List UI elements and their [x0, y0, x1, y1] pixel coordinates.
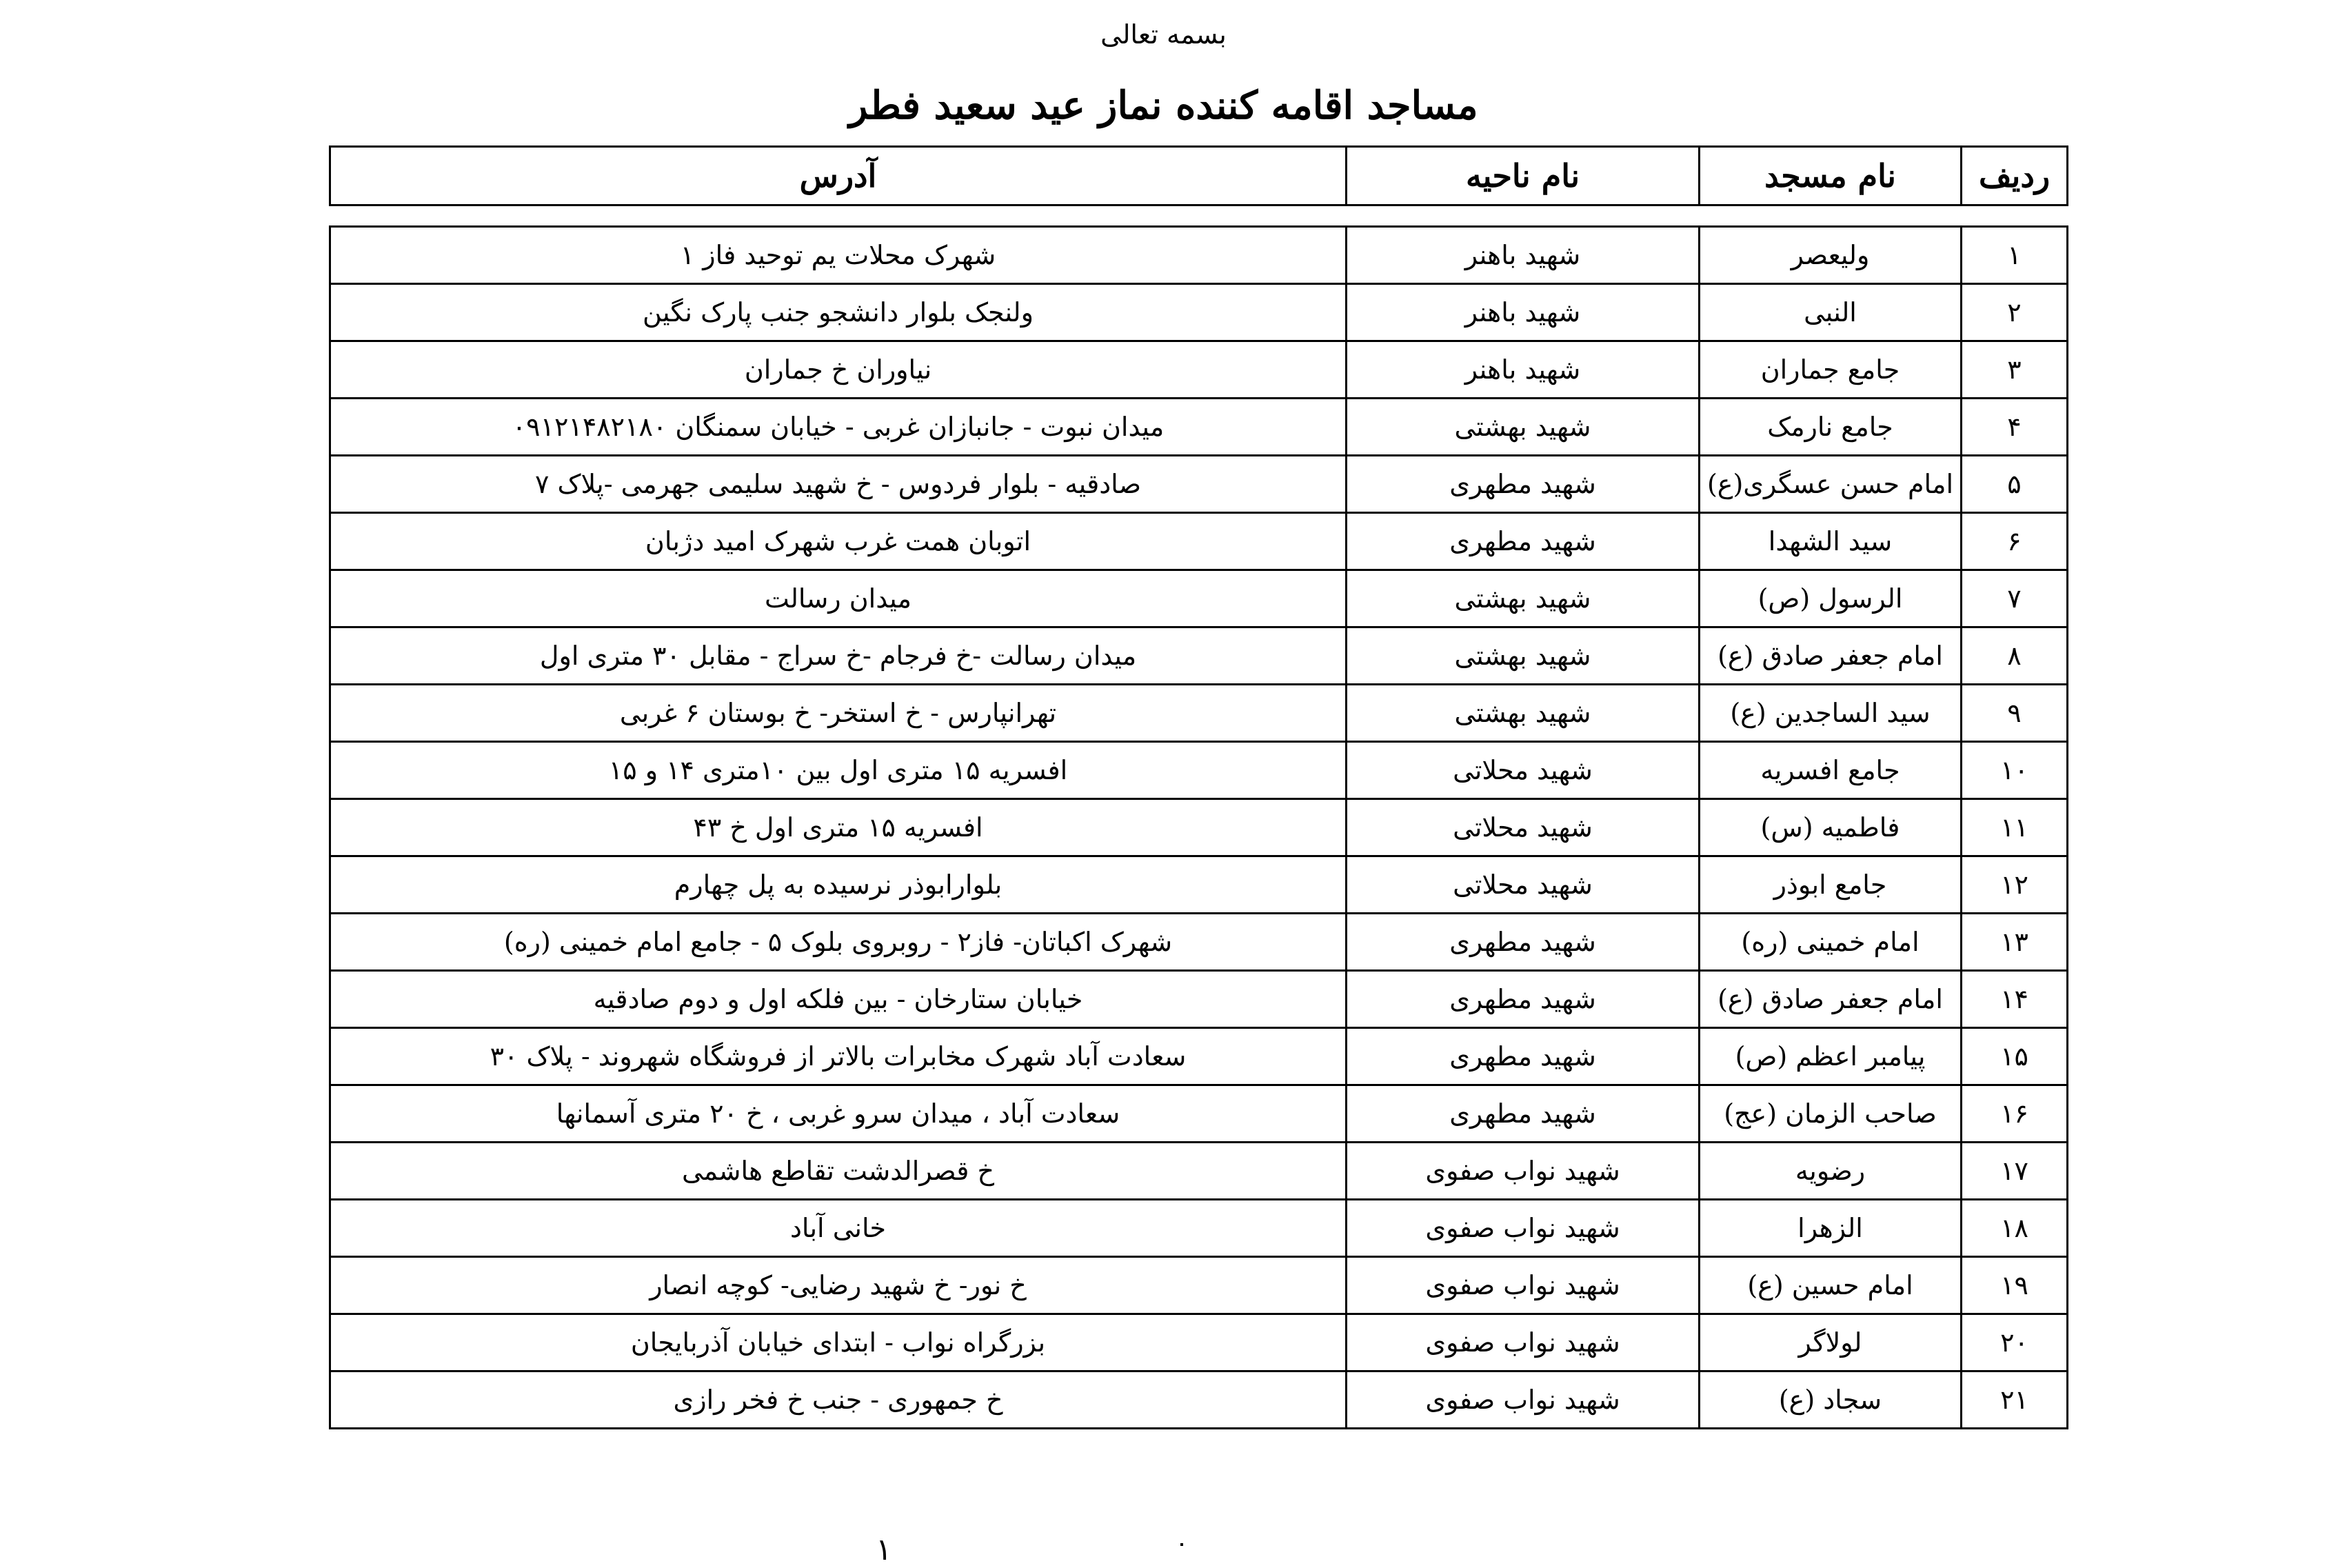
table-row [330, 685, 2068, 742]
cell-zone-name: شهید نواب صفوی [1347, 1200, 1700, 1257]
cell-address: میدان رسالت -خ فرجام -خ سراج - مقابل ۳۰ متری اول [330, 627, 1347, 685]
table-row [330, 799, 2068, 856]
cell-mosque-name: رضویه [1700, 1143, 1962, 1200]
table-row [330, 399, 2068, 456]
cell-row-number: ۱۴ [1962, 971, 2068, 1028]
cell-zone-name: شهید مطهری [1347, 914, 1700, 971]
table-row [330, 627, 2068, 685]
table-header [329, 145, 2068, 206]
page-number: ۱ [876, 1532, 892, 1567]
cell-mosque-name: جامع ابوذر [1700, 856, 1962, 914]
cell-address: اتوبان همت غرب شهرک امید دژبان [330, 513, 1347, 570]
cell-address: تهرانپارس - خ استخر- خ بوستان ۶ غربی [330, 685, 1347, 742]
cell-zone-name: شهید بهشتی [1347, 399, 1700, 456]
cell-row-number: ۴ [1962, 399, 2068, 456]
cell-mosque-name: النبی [1700, 284, 1962, 341]
cell-zone-name: شهید بهشتی [1347, 627, 1700, 685]
table-row [330, 341, 2068, 399]
table-row [330, 742, 2068, 799]
header-row [330, 147, 2068, 205]
cell-row-number: ۵ [1962, 456, 2068, 513]
cell-address: نیاوران خ جماران [330, 341, 1347, 399]
cell-mosque-name: لولاگر [1700, 1314, 1962, 1371]
table-row [330, 456, 2068, 513]
cell-address: خ نور- خ شهید رضایی- کوچه انصار [330, 1257, 1347, 1314]
cell-mosque-name: جامع جماران [1700, 341, 1962, 399]
cell-mosque-name: جامع نارمک [1700, 399, 1962, 456]
basmala-heading: بسمه تعالی [1100, 19, 1227, 50]
cell-address: صادقیه - بلوار فردوس - خ شهید سلیمی جهرمی -پلاک ۷ [330, 456, 1347, 513]
cell-zone-name: شهید مطهری [1347, 456, 1700, 513]
cell-row-number: ۸ [1962, 627, 2068, 685]
cell-address: میدان رسالت [330, 570, 1347, 627]
cell-row-number: ۱۰ [1962, 742, 2068, 799]
table-row [330, 914, 2068, 971]
cell-zone-name: شهید بهشتی [1347, 570, 1700, 627]
table-row [330, 1314, 2068, 1371]
cell-zone-name: شهید مطهری [1347, 513, 1700, 570]
table-row [330, 1200, 2068, 1257]
cell-address: خانی آباد [330, 1200, 1347, 1257]
table-row [330, 513, 2068, 570]
cell-mosque-name: پیامبر اعظم (ص) [1700, 1028, 1962, 1085]
table-row [330, 971, 2068, 1028]
cell-mosque-name: جامع افسریه [1700, 742, 1962, 799]
footer-dot [1180, 1543, 1183, 1546]
cell-address: خ قصرالدشت تقاطع هاشمی [330, 1143, 1347, 1200]
cell-zone-name: شهید مطهری [1347, 1028, 1700, 1085]
cell-mosque-name: صاحب الزمان (عج) [1700, 1085, 1962, 1143]
cell-mosque-name: امام جعفر صادق (ع) [1700, 971, 1962, 1028]
cell-row-number: ۱۶ [1962, 1085, 2068, 1143]
cell-zone-name: شهید باهنر [1347, 341, 1700, 399]
table-row [330, 1143, 2068, 1200]
cell-row-number: ۲۰ [1962, 1314, 2068, 1371]
table-row [330, 1257, 2068, 1314]
cell-address: شهرک اکباتان- فاز۲ - روبروی بلوک ۵ - جامع امام خمینی (ره) [330, 914, 1347, 971]
cell-address: ولنجک بلوار دانشجو جنب پارک نگین [330, 284, 1347, 341]
page-title: مساجد اقامه کننده نماز عید سعید فطر [849, 83, 1478, 128]
cell-address: بزرگراه نواب - ابتدای خیابان آذربایجان [330, 1314, 1347, 1371]
cell-mosque-name: امام خمینی (ره) [1700, 914, 1962, 971]
cell-row-number: ۱ [1962, 227, 2068, 284]
column-header-mosque-name: نام مسجد [1700, 147, 1962, 205]
cell-mosque-name: سجاد (ع) [1700, 1371, 1962, 1429]
table-row [330, 1028, 2068, 1085]
table-row [330, 284, 2068, 341]
cell-address: خ جمهوری - جنب خ فخر رازی [330, 1371, 1347, 1429]
cell-mosque-name: سید الشهدا [1700, 513, 1962, 570]
cell-mosque-name: امام حسین (ع) [1700, 1257, 1962, 1314]
cell-address: سعادت آباد ، میدان سرو غربی ، خ ۲۰ متری آسمانها [330, 1085, 1347, 1143]
table-row [330, 570, 2068, 627]
cell-zone-name: شهید محلاتی [1347, 799, 1700, 856]
cell-zone-name: شهید مطهری [1347, 971, 1700, 1028]
cell-row-number: ۷ [1962, 570, 2068, 627]
cell-address: بلوارابوذر نرسیده به پل چهارم [330, 856, 1347, 914]
cell-mosque-name: سید الساجدین (ع) [1700, 685, 1962, 742]
cell-row-number: ۶ [1962, 513, 2068, 570]
cell-zone-name: شهید باهنر [1347, 227, 1700, 284]
cell-mosque-name: ولیعصر [1700, 227, 1962, 284]
cell-row-number: ۱۷ [1962, 1143, 2068, 1200]
cell-mosque-name: امام حسن عسگری(ع) [1700, 456, 1962, 513]
cell-row-number: ۱۵ [1962, 1028, 2068, 1085]
cell-address: سعادت آباد شهرک مخابرات بالاتر از فروشگاه شهروند - پلاک ۳۰ [330, 1028, 1347, 1085]
cell-zone-name: شهید محلاتی [1347, 856, 1700, 914]
cell-address: شهرک محلات یم توحید فاز ۱ [330, 227, 1347, 284]
cell-row-number: ۹ [1962, 685, 2068, 742]
cell-zone-name: شهید نواب صفوی [1347, 1143, 1700, 1200]
table-row [330, 1371, 2068, 1429]
column-header-row-number: ردیف [1962, 147, 2068, 205]
table-row [330, 227, 2068, 284]
cell-address: میدان نبوت - جانبازان غربی - خیابان سمنگان ۰۹۱۲۱۴۸۲۱۸۰ [330, 399, 1347, 456]
cell-row-number: ۱۲ [1962, 856, 2068, 914]
cell-row-number: ۱۳ [1962, 914, 2068, 971]
cell-address: افسریه ۱۵ متری اول خ ۴۳ [330, 799, 1347, 856]
mosque-table [329, 225, 2068, 1429]
cell-zone-name: شهید نواب صفوی [1347, 1314, 1700, 1371]
cell-mosque-name: امام جعفر صادق (ع) [1700, 627, 1962, 685]
cell-row-number: ۱۹ [1962, 1257, 2068, 1314]
cell-row-number: ۲ [1962, 284, 2068, 341]
column-header-zone-name: نام ناحیه [1347, 147, 1700, 205]
cell-mosque-name: الرسول (ص) [1700, 570, 1962, 627]
cell-zone-name: شهید مطهری [1347, 1085, 1700, 1143]
cell-row-number: ۲۱ [1962, 1371, 2068, 1429]
table-row [330, 1085, 2068, 1143]
cell-address: خیابان ستارخان - بین فلکه اول و دوم صادقیه [330, 971, 1347, 1028]
cell-zone-name: شهید نواب صفوی [1347, 1257, 1700, 1314]
cell-zone-name: شهید نواب صفوی [1347, 1371, 1700, 1429]
cell-row-number: ۱۱ [1962, 799, 2068, 856]
cell-zone-name: شهید بهشتی [1347, 685, 1700, 742]
column-header-address: آدرس [330, 147, 1347, 205]
cell-zone-name: شهید محلاتی [1347, 742, 1700, 799]
cell-address: افسریه ۱۵ متری اول بین ۱۰متری ۱۴ و ۱۵ [330, 742, 1347, 799]
cell-mosque-name: فاطمیه (س) [1700, 799, 1962, 856]
cell-row-number: ۳ [1962, 341, 2068, 399]
cell-mosque-name: الزهرا [1700, 1200, 1962, 1257]
cell-row-number: ۱۸ [1962, 1200, 2068, 1257]
table-row [330, 856, 2068, 914]
cell-zone-name: شهید باهنر [1347, 284, 1700, 341]
